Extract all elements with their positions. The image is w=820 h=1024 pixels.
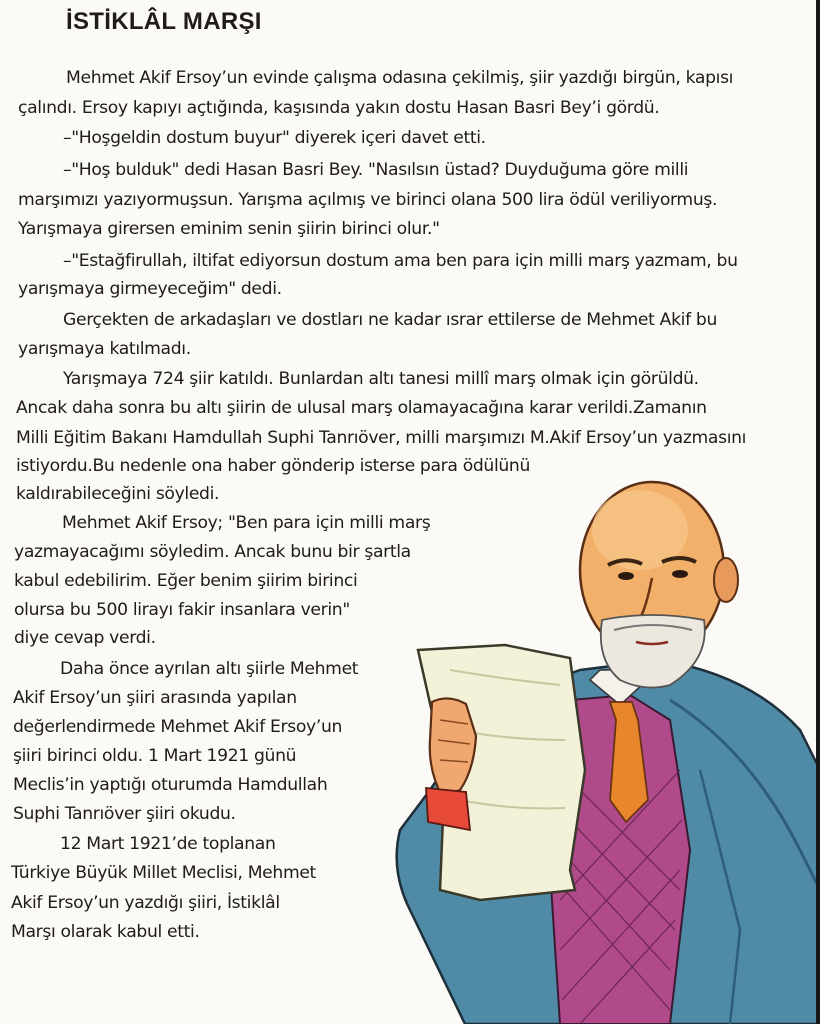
text-line: –"Hoşgeldin dostum buyur" diyerek içeri davet etti. [63, 128, 486, 148]
text-line: çalındı. Ersoy kapıyı açtığında, kaşısında yakın dostu Hasan Basri Bey’i gördü. [18, 98, 660, 118]
page-edge [816, 0, 820, 1024]
text-line: şiiri birinci oldu. 1 Mart 1921 günü [13, 746, 297, 766]
text-line: Mehmet Akif Ersoy’un evinde çalışma odasına çekilmiş, şiir yazdığı birgün, kapısı [66, 68, 734, 88]
text-line: Yarışmaya 724 şiir katıldı. Bunlardan altı tanesi millî marş olmak için görüldü. [63, 369, 699, 389]
text-line: Daha önce ayrılan altı şiirle Mehmet [60, 659, 359, 679]
text-line: Milli Eğitim Bakanı Hamdullah Suphi Tanrıöver, milli marşımızı M.Akif Ersoy’un yazmasını [16, 428, 747, 448]
text-line: istiyordu.Bu nedenle ona haber gönderip isterse para ödülünü [16, 456, 531, 476]
illustration-mehmet-akif-ersoy [370, 470, 820, 1024]
text-line: kaldırabileceğini söyledi. [16, 484, 220, 504]
text-line: yarışmaya girmeyeceğim" dedi. [18, 279, 282, 299]
text-line: Ancak daha sonra bu altı şiirin de ulusal marş olamayacağına karar verildi.Zamanın [16, 398, 707, 418]
text-line: değerlendirmede Mehmet Akif Ersoy’un [13, 717, 343, 737]
text-line: Mehmet Akif Ersoy; "Ben para için milli marş [62, 513, 431, 533]
text-line: Yarışmaya girersen eminim senin şiirin birinci olur." [18, 219, 440, 239]
text-line: Gerçekten de arkadaşları ve dostları ne kadar ısrar ettilerse de Mehmet Akif bu [63, 310, 718, 330]
text-line: yarışmaya katılmadı. [18, 339, 191, 359]
text-line: Akif Ersoy’un şiiri arasında yapılan [13, 688, 297, 708]
text-line: Akif Ersoy’un yazdığı şiiri, İstiklâl [11, 893, 280, 913]
text-line: Meclis’in yaptığı oturumda Hamdullah [13, 775, 328, 795]
text-line: –"Estağfirullah, iltifat ediyorsun dostum ama ben para için milli marş yazmam, bu [63, 251, 738, 271]
text-line: –"Hoş bulduk" dedi Hasan Basri Bey. "Nasılsın üstad? Duyduğuma göre milli [63, 160, 689, 180]
page-title: İSTİKLÂL MARŞI [66, 8, 262, 35]
text-line: Suphi Tanrıöver şiiri okudu. [13, 804, 236, 824]
text-line: 12 Mart 1921’de toplanan [60, 834, 276, 854]
text-line: Türkiye Büyük Millet Meclisi, Mehmet [11, 863, 316, 883]
text-line: marşımızı yazıyormuşsun. Yarışma açılmış ve birinci olana 500 lira ödül veriliyormuş. [18, 190, 718, 210]
text-line: kabul edebilirim. Eğer benim şiirim birinci [14, 571, 358, 591]
text-line: Marşı olarak kabul etti. [11, 922, 200, 942]
text-line: olursa bu 500 lirayı fakir insanlara verin" [14, 600, 350, 620]
text-line: diye cevap verdi. [14, 628, 156, 648]
text-line: yazmayacağımı söyledim. Ancak bunu bir şartla [14, 542, 411, 562]
